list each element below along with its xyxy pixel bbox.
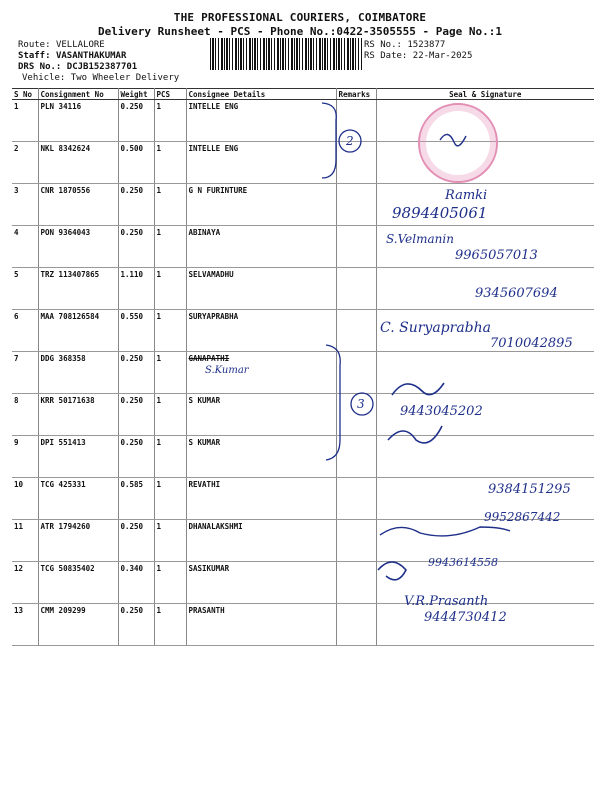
cell-consignment: PLN 34116 bbox=[38, 100, 118, 142]
runsheet-title: Delivery Runsheet - PCS - Phone No.:0422-3505555 - Page No.:1 bbox=[98, 25, 502, 38]
cell-weight: 0.250 bbox=[118, 100, 154, 142]
cell-weight: 0.585 bbox=[118, 478, 154, 520]
rs-date-value: 22-Mar-2025 bbox=[412, 51, 473, 61]
cell-weight: 0.550 bbox=[118, 310, 154, 352]
cell-weight: 0.250 bbox=[118, 394, 154, 436]
brace-group-1 bbox=[322, 103, 336, 178]
cell-weight: 0.340 bbox=[118, 562, 154, 604]
cell-consignee: SASIKUMAR bbox=[186, 562, 336, 604]
cell-consignment: KRR 50171638 bbox=[38, 394, 118, 436]
signature-stroke-row9 bbox=[388, 426, 442, 443]
cell-weight: 0.250 bbox=[118, 226, 154, 268]
cell-sno: 12 bbox=[12, 562, 38, 604]
cell-weight: 0.500 bbox=[118, 142, 154, 184]
col-consignee: Consignee Details bbox=[186, 89, 336, 100]
company-name: THE PROFESSIONAL COURIERS, COIMBATORE bbox=[173, 11, 427, 24]
cell-weight: 0.250 bbox=[118, 352, 154, 394]
cell-consignee: INTELLE ENG bbox=[186, 100, 336, 142]
sig-row4-name: S.Velmanin bbox=[386, 232, 454, 246]
cell-consignee: REVATHI bbox=[186, 478, 336, 520]
cell-consignee: S KUMAR bbox=[186, 394, 336, 436]
cell-pcs: 1 bbox=[154, 604, 186, 646]
cell-consignment: MAA 708126584 bbox=[38, 310, 118, 352]
cell-sno: 7 bbox=[12, 352, 38, 394]
cell-sno: 13 bbox=[12, 604, 38, 646]
sig-row3-name: Ramki bbox=[445, 188, 488, 203]
sig-row6-name: C. Suryaprabha bbox=[380, 320, 491, 336]
sig-row9-phone: 9443045202 bbox=[400, 404, 483, 419]
cell-sno: 3 bbox=[12, 184, 38, 226]
vehicle-value: Two Wheeler Delivery bbox=[70, 73, 180, 83]
cell-consignment: TRZ 113407865 bbox=[38, 268, 118, 310]
cell-consignment: TCG 50835402 bbox=[38, 562, 118, 604]
cell-sno: 1 bbox=[12, 100, 38, 142]
cell-pcs: 1 bbox=[154, 520, 186, 562]
rs-no-value: 1523877 bbox=[407, 40, 446, 50]
col-remarks: Remarks bbox=[336, 89, 376, 100]
cell-consignee: SELVAMADHU bbox=[186, 268, 336, 310]
cell-weight: 0.250 bbox=[118, 520, 154, 562]
cell-consignment: PON 9364043 bbox=[38, 226, 118, 268]
sig-row10-phone: 9384151295 bbox=[488, 482, 571, 497]
vehicle-label: Vehicle: bbox=[22, 73, 66, 83]
drs-label: DRS No.: bbox=[18, 62, 62, 72]
cell-sno: 10 bbox=[12, 478, 38, 520]
cell-sno: 9 bbox=[12, 436, 38, 478]
cell-weight: 0.250 bbox=[118, 184, 154, 226]
cell-consignment: DPI 551413 bbox=[38, 436, 118, 478]
col-consignment: Consignment No bbox=[38, 89, 118, 100]
remark-number-1: 2 bbox=[346, 134, 354, 148]
cell-pcs: 1 bbox=[154, 268, 186, 310]
sig-row5-phone: 9345607694 bbox=[475, 286, 558, 301]
cell-consignee: S KUMAR bbox=[186, 436, 336, 478]
cell-sno: 4 bbox=[12, 226, 38, 268]
signature-stroke-row1 bbox=[440, 134, 466, 145]
cell-sno: 5 bbox=[12, 268, 38, 310]
brace-group-2 bbox=[326, 345, 340, 460]
staff-label: Staff: bbox=[18, 51, 51, 61]
cell-consignee: ABINAYA bbox=[186, 226, 336, 268]
signature-stroke-row8 bbox=[392, 383, 444, 395]
cell-weight: 0.250 bbox=[118, 436, 154, 478]
cell-pcs: 1 bbox=[154, 436, 186, 478]
cell-consignee: G N FURINTURE bbox=[186, 184, 336, 226]
cell-pcs: 1 bbox=[154, 352, 186, 394]
sig-row11-phone: 9952867442 bbox=[484, 510, 561, 524]
cell-sno: 6 bbox=[12, 310, 38, 352]
cell-sno: 2 bbox=[12, 142, 38, 184]
cell-consignee: INTELLE ENG bbox=[186, 142, 336, 184]
cell-weight: 0.250 bbox=[118, 604, 154, 646]
cell-consignment: TCG 425331 bbox=[38, 478, 118, 520]
cell-consignment: CMM 209299 bbox=[38, 604, 118, 646]
cell-consignee: DHANALAKSHMI bbox=[186, 520, 336, 562]
cell-consignee: GANAPATHI bbox=[186, 352, 336, 394]
sig-row13-phone: 9444730412 bbox=[424, 610, 507, 625]
cell-pcs: 1 bbox=[154, 394, 186, 436]
cell-pcs: 1 bbox=[154, 100, 186, 142]
rs-no-label: RS No.: bbox=[364, 40, 402, 50]
signature-stroke-row12 bbox=[378, 562, 406, 580]
col-sno: S No bbox=[12, 89, 38, 100]
cell-consignment: CNR 1870556 bbox=[38, 184, 118, 226]
staff-value: VASANTHAKUMAR bbox=[55, 51, 127, 61]
sig-row3-phone: 9894405061 bbox=[392, 204, 488, 222]
cell-consignment: ATR 1794260 bbox=[38, 520, 118, 562]
cell-pcs: 1 bbox=[154, 184, 186, 226]
cell-weight: 1.110 bbox=[118, 268, 154, 310]
cell-sno: 11 bbox=[12, 520, 38, 562]
cell-consignee: SURYAPRABHA bbox=[186, 310, 336, 352]
col-signature: Seal & Signature bbox=[376, 89, 594, 100]
route-label: Route: bbox=[18, 40, 51, 50]
col-pcs: PCS bbox=[154, 89, 186, 100]
cell-pcs: 1 bbox=[154, 562, 186, 604]
rs-date-label: RS Date: bbox=[364, 51, 408, 61]
sig-row12-phone: 9943614558 bbox=[428, 556, 498, 569]
sig-row6-phone: 7010042895 bbox=[490, 336, 573, 351]
drs-value: DCJB152387701 bbox=[66, 62, 138, 72]
sig-row4-phone: 9965057013 bbox=[455, 248, 538, 263]
cell-sno: 8 bbox=[12, 394, 38, 436]
cell-consignee: PRASANTH bbox=[186, 604, 336, 646]
cell-consignment: DDG 368358 bbox=[38, 352, 118, 394]
route-value: VELLALORE bbox=[55, 40, 105, 50]
cell-consignment: NKL 8342624 bbox=[38, 142, 118, 184]
col-weight: Weight bbox=[118, 89, 154, 100]
signature-stroke-row11 bbox=[380, 527, 510, 536]
row7-correction: S.Kumar bbox=[205, 365, 249, 376]
sig-row13-name: V.R.Prasanth bbox=[404, 594, 489, 609]
remark-number-2: 3 bbox=[357, 397, 365, 411]
cell-pcs: 1 bbox=[154, 226, 186, 268]
cell-pcs: 1 bbox=[154, 310, 186, 352]
cell-pcs: 1 bbox=[154, 478, 186, 520]
cell-pcs: 1 bbox=[154, 142, 186, 184]
